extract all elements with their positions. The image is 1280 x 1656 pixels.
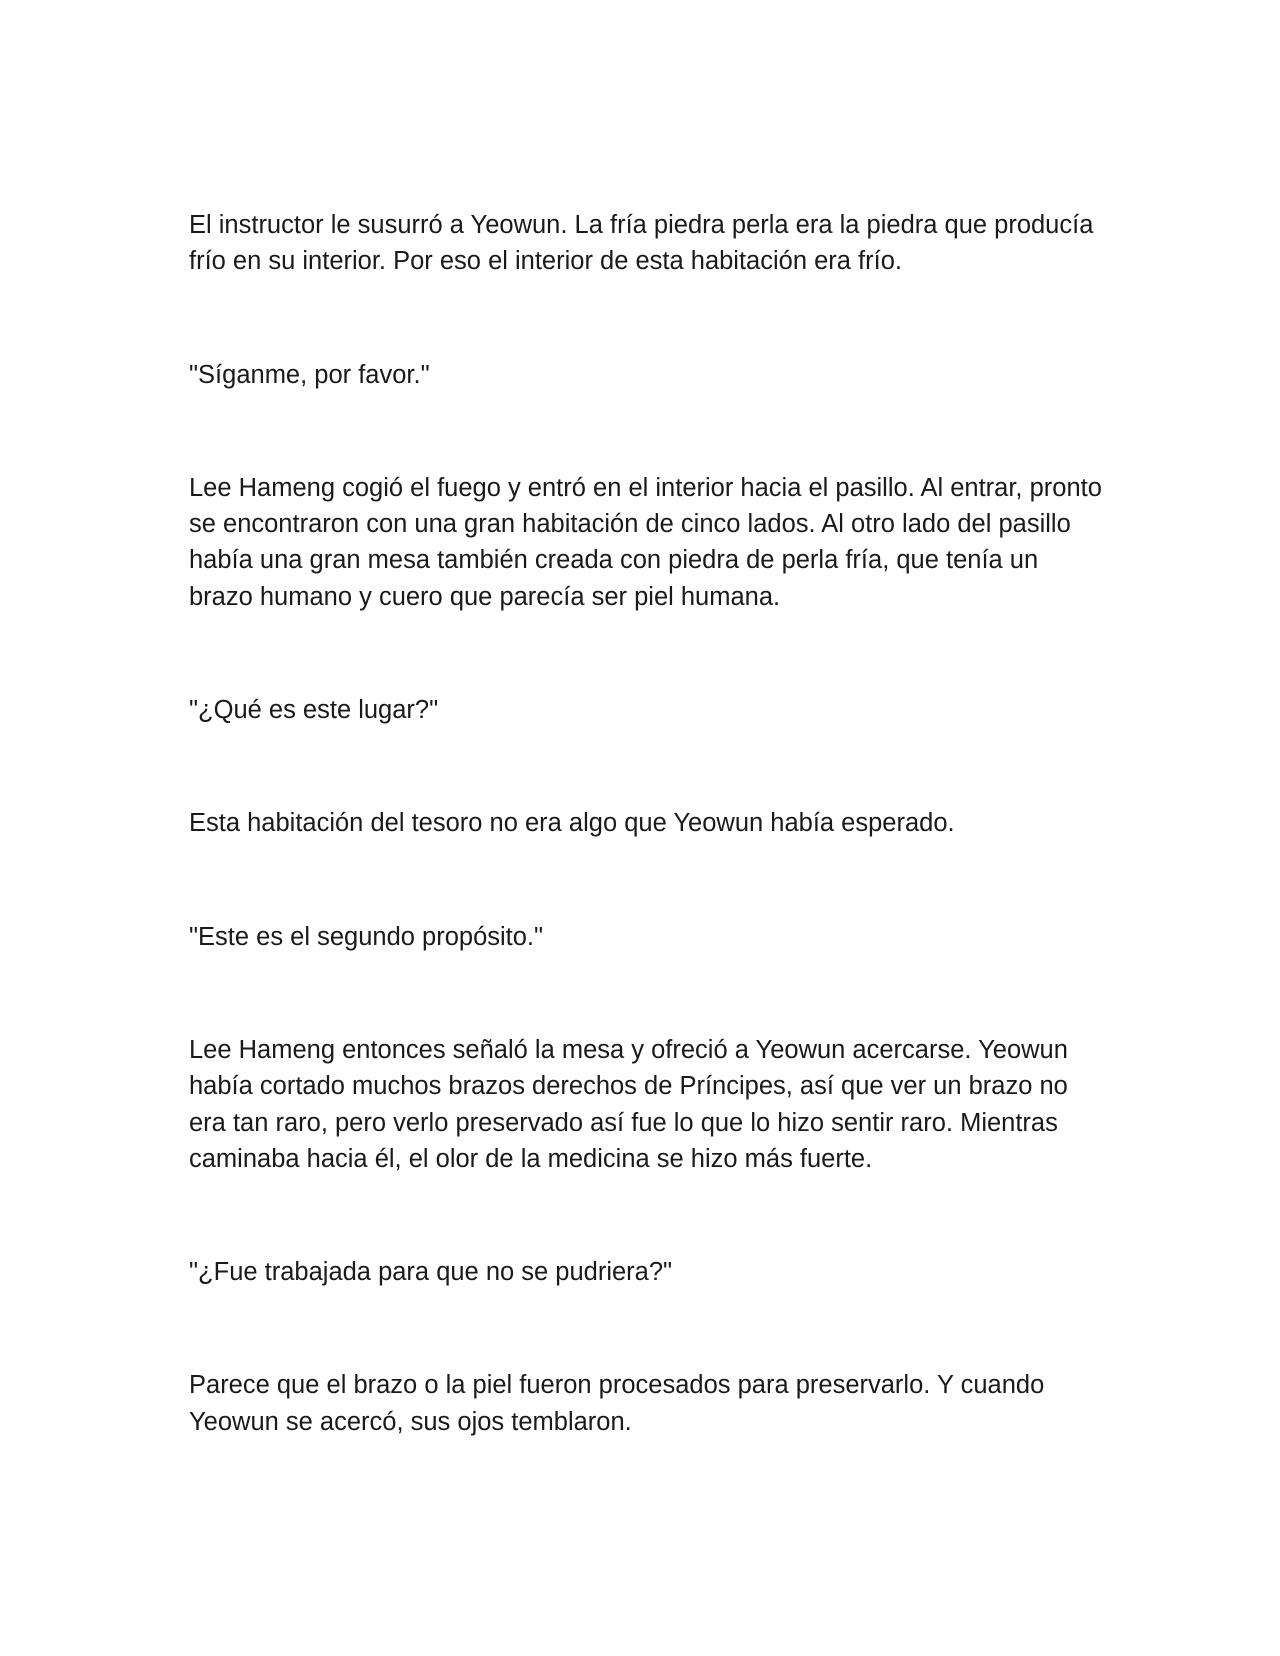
paragraph: "Síganme, por favor." (189, 360, 430, 389)
document-body (189, 207, 1109, 1440)
paragraph: "¿Fue trabajada para que no se pudriera?" (189, 1258, 673, 1287)
paragraph: Esta habitación del tesoro no era algo que Yeowun había esperado. (189, 809, 955, 838)
paragraph: "Este es el segundo propósito." (189, 922, 544, 951)
paragraph: El instructor le susurró a Yeowun. La fría piedra perla era la piedra que producía frío en su interior. Por eso el interior de esta habitación era frío. (189, 211, 1094, 276)
paragraph: Parece que el brazo o la piel fueron procesados para preservarlo. Y cuando Yeowun se acercó, sus ojos temblaron. (189, 1371, 1045, 1436)
paragraph: "¿Qué es este lugar?" (189, 696, 439, 725)
paragraph: Lee Hameng cogió el fuego y entró en el interior hacia el pasillo. Al entrar, pronto se encontraron con una gran habitación de cinco lados. Al otro lado del pasillo había una gran mesa también creada con piedra de perla fría, que tenía un brazo humano y cuero que parecía ser piel humana. (189, 473, 1102, 611)
paragraph: Lee Hameng entonces señaló la mesa y ofreció a Yeowun acercarse. Yeowun había cortado muchos brazos derechos de Príncipes, así que ver un brazo no era tan raro, pero verlo preservado así fue lo que lo hizo sentir raro. Mientras caminaba hacia él, el olor de la medicina se hizo más fuerte. (189, 1035, 1068, 1173)
